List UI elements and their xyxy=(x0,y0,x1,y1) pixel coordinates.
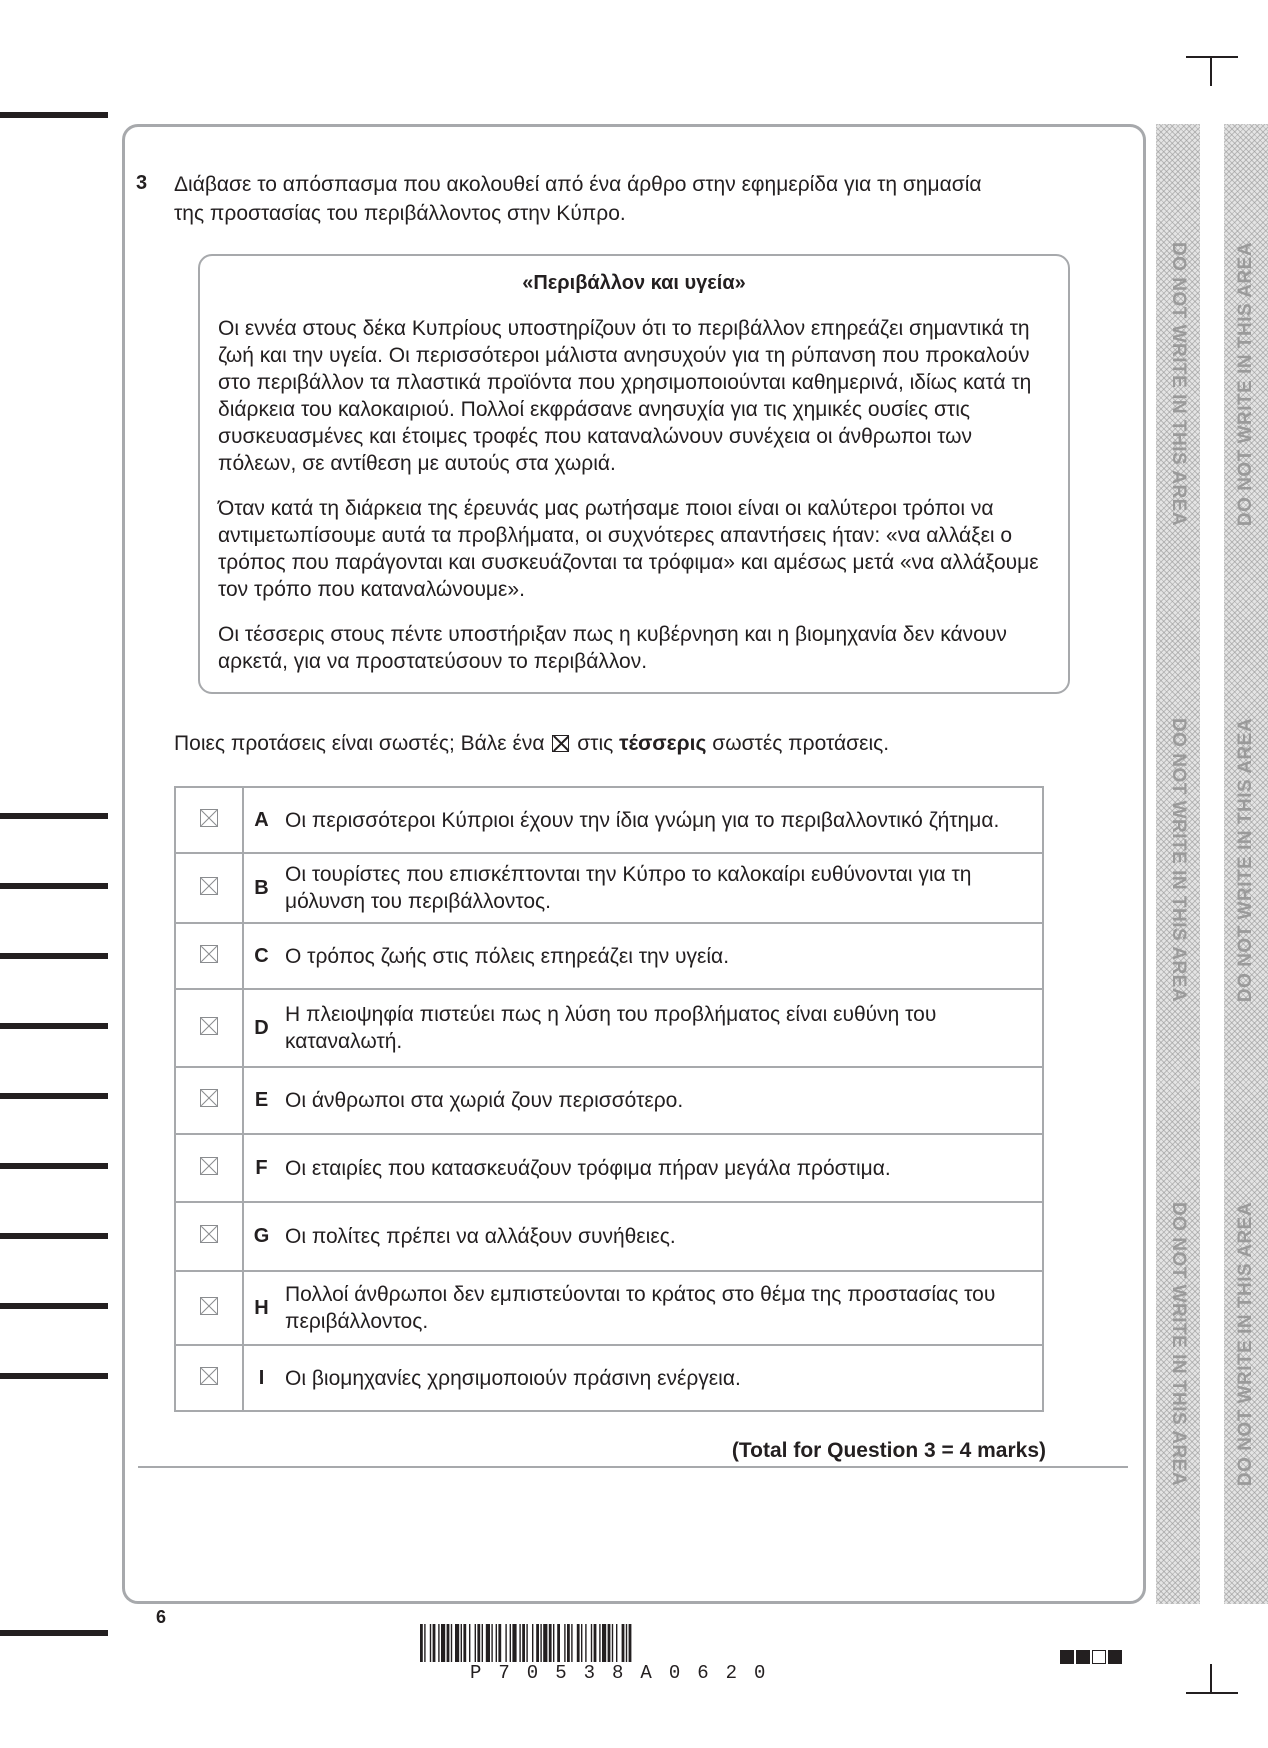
barcode-bar xyxy=(519,1624,520,1662)
article-paragraph: Οι τέσσερις στους πέντε υποστήριξαν πως η κυβέρνηση και η βιομηχανία δεν κάνουν αρκετά, για να προστατεύσουν το περιβάλλον. xyxy=(218,623,1007,673)
margin-bar xyxy=(0,1630,108,1636)
margin-bar xyxy=(0,1233,108,1239)
checkbox-icon xyxy=(200,1367,218,1385)
option-letter: H xyxy=(243,1271,273,1345)
barcode-bar xyxy=(491,1624,492,1662)
question-number: 3 xyxy=(136,172,148,194)
instruction-text: στις xyxy=(577,732,614,755)
no-write-strip-outer xyxy=(1224,124,1268,1604)
no-write-strip-inner xyxy=(1156,124,1200,1604)
marker-block xyxy=(1092,1650,1106,1664)
marker-block xyxy=(1108,1650,1122,1664)
barcode-bar xyxy=(585,1624,586,1662)
barcode-bar xyxy=(577,1624,580,1662)
option-letter: E xyxy=(243,1067,273,1134)
crop-mark-top-v xyxy=(1210,56,1212,86)
option-text: Η πλειοψηφία πιστεύει πως η λύση του προβλήματος είναι ευθύνη του καταναλωτή. xyxy=(273,989,1043,1067)
marker-block xyxy=(1076,1650,1090,1664)
option-text: Οι τουρίστες που επισκέπτονται την Κύπρο το καλοκαίρι ευθύνονται για τη μόλυνση του περιβάλλοντος. xyxy=(273,853,1043,923)
margin-bar xyxy=(0,112,108,118)
barcode-bar xyxy=(608,1624,611,1662)
barcode-bar xyxy=(622,1624,625,1662)
no-write-label: DO NOT WRITE IN THIS AREA xyxy=(1168,241,1189,527)
option-text: Οι περισσότεροι Κύπριοι έχουν την ίδια γνώμη για το περιβαλλοντικό ζήτημα. xyxy=(273,787,1043,853)
option-checkbox[interactable] xyxy=(175,1134,243,1202)
instruction-bold: τέσσερις xyxy=(619,732,707,755)
barcode-bar xyxy=(510,1624,511,1662)
barcode-bar xyxy=(599,1624,600,1662)
barcode-bar xyxy=(486,1624,490,1662)
article-paragraph: Όταν κατά τη διάρκεια της έρευνάς μας ρωτήσαμε ποιοι είναι οι καλύτεροι τρόποι να αντιμετωπίσουμε αυτά τα προβλήματα, οι συχνότερες απαντήσεις ήταν: «να αλλάξει ο τρόπος που παράγονται και συσκευάζονται τα τρόφιμα» και αμέσως μετά «να αλλάξουμε τον τρόπο που καταναλώνουμε». xyxy=(218,497,1039,601)
barcode-bar xyxy=(549,1624,552,1662)
margin-bar xyxy=(0,1163,108,1169)
checkbox-icon xyxy=(200,1225,218,1243)
option-checkbox[interactable] xyxy=(175,1067,243,1134)
checkbox-icon xyxy=(200,1017,218,1035)
barcode-bar xyxy=(477,1624,480,1662)
option-row xyxy=(175,989,1043,1067)
question-text: Διάβασε το απόσπασμα που ακολουθεί από ένα άρθρο στην εφημερίδα για τη σημασία της προστασίας του περιβάλλοντος στην Κύπρο. xyxy=(174,173,982,225)
option-row xyxy=(175,923,1043,989)
option-letter: B xyxy=(243,853,273,923)
margin-bar xyxy=(0,953,108,959)
option-letter: A xyxy=(243,787,273,853)
option-text: Πολλοί άνθρωποι δεν εμπιστεύονται το κράτος στο θέμα της προστασίας του περιβάλλοντος. xyxy=(273,1271,1043,1345)
barcode-bar xyxy=(451,1624,452,1662)
barcode-bar xyxy=(463,1624,466,1662)
checkbox-icon xyxy=(200,945,218,963)
option-row xyxy=(175,1134,1043,1202)
barcode-bar xyxy=(496,1624,497,1662)
checkbox-icon xyxy=(200,809,218,827)
barcode-bar xyxy=(567,1624,570,1662)
barcode-bar xyxy=(430,1624,431,1662)
options-table xyxy=(174,786,1044,1412)
crossed-box-icon xyxy=(552,735,569,752)
option-letter: I xyxy=(243,1345,273,1411)
option-checkbox[interactable] xyxy=(175,989,243,1067)
checkbox-icon xyxy=(200,1297,218,1315)
checkbox-icon xyxy=(200,877,218,895)
barcode-bar xyxy=(424,1624,425,1662)
margin-bar xyxy=(0,1373,108,1379)
total-marks: (Total for Question 3 = 4 marks) xyxy=(731,1439,1046,1462)
checkbox-icon xyxy=(200,1157,218,1175)
margin-bar xyxy=(0,813,108,819)
option-text: Οι βιομηχανίες χρησιμοποιούν πράσινη ενέργεια. xyxy=(273,1345,1043,1411)
option-letter: C xyxy=(243,923,273,989)
option-text: Οι εταιρίες που κατασκευάζουν τρόφιμα πήραν μεγάλα πρόστιμα. xyxy=(273,1134,1043,1202)
page-number: 6 xyxy=(156,1607,167,1627)
barcode-bar xyxy=(543,1624,547,1662)
barcode xyxy=(420,1624,842,1662)
crop-mark-top-h xyxy=(1186,56,1238,58)
option-text: Οι άνθρωποι στα χωριά ζουν περισσότερο. xyxy=(273,1067,1043,1134)
no-write-label: DO NOT WRITE IN THIS AREA xyxy=(1235,1201,1256,1487)
barcode-text: P70538A0620 xyxy=(470,1662,783,1684)
option-checkbox[interactable] xyxy=(175,787,243,853)
barcode-bar xyxy=(553,1624,554,1662)
barcode-bar xyxy=(522,1624,525,1662)
option-checkbox[interactable] xyxy=(175,853,243,923)
divider xyxy=(138,1466,1128,1468)
margin-bar xyxy=(0,1093,108,1099)
page-marker-blocks xyxy=(1060,1650,1122,1664)
option-text: Ο τρόπος ζωής στις πόλεις επηρεάζει την υγεία. xyxy=(273,923,1043,989)
crop-mark-bottom-v xyxy=(1210,1664,1212,1694)
barcode-bar xyxy=(505,1624,506,1662)
crop-mark-bottom-h xyxy=(1186,1692,1238,1694)
barcode-bar xyxy=(536,1624,539,1662)
margin-bar xyxy=(0,1023,108,1029)
barcode-bar xyxy=(420,1624,423,1662)
barcode-bar xyxy=(482,1624,483,1662)
option-row xyxy=(175,1345,1043,1411)
option-row xyxy=(175,853,1043,923)
barcode-bar xyxy=(540,1624,541,1662)
no-write-label: DO NOT WRITE IN THIS AREA xyxy=(1235,717,1256,1003)
barcode-bar xyxy=(469,1624,470,1662)
barcode-bar xyxy=(441,1624,445,1662)
marker-block xyxy=(1060,1650,1074,1664)
instruction-text: Ποιες προτάσεις είναι σωστές; Βάλε ένα xyxy=(174,732,545,755)
barcode-bar xyxy=(526,1624,527,1662)
no-write-label: DO NOT WRITE IN THIS AREA xyxy=(1168,717,1189,1003)
instruction-text: σωστές προτάσεις. xyxy=(712,732,890,755)
barcode-bar xyxy=(629,1624,632,1662)
margin-bar xyxy=(0,1303,108,1309)
article-box xyxy=(198,254,1070,694)
checkbox-icon xyxy=(200,1089,218,1107)
option-text: Οι πολίτες πρέπει να αλλάξουν συνήθειες. xyxy=(273,1202,1043,1271)
barcode-bar xyxy=(498,1624,501,1662)
barcode-bar xyxy=(594,1624,597,1662)
barcode-bar xyxy=(571,1624,572,1662)
option-checkbox[interactable] xyxy=(175,1202,243,1271)
option-letter: G xyxy=(243,1202,273,1271)
barcode-bar xyxy=(602,1624,606,1662)
no-write-label: DO NOT WRITE IN THIS AREA xyxy=(1235,241,1256,527)
option-row xyxy=(175,1067,1043,1134)
barcode-bar xyxy=(532,1624,533,1662)
barcode-bar xyxy=(433,1624,436,1662)
article-paragraph: Οι εννέα στους δέκα Κυπρίους υποστηρίζουν ότι το περιβάλλον επηρεάζει σημαντικά τη ζωή και την υγεία. Οι περισσότεροι μάλιστα ανησυχούν για τη ρύπανση που προκαλούν στο περιβάλλον τα πλαστικά προϊόντα που χρησιμοποιούνται καθημερινά, ιδίως κατά τη διάρκεια του καλοκαιριού. Πολλοί εκφράσανε ανησυχία για τις χημικές ουσίες στις συσκευασμένες και έτοιμες τροφές που καταναλώνουν συνέχεια οι άνθρωποι των πόλεων, σε αντίθεση με αυτούς στα χωριά. xyxy=(218,317,1032,475)
barcode-bar xyxy=(557,1624,560,1662)
option-row xyxy=(175,787,1043,853)
barcode-bar xyxy=(447,1624,450,1662)
barcode-bar xyxy=(581,1624,582,1662)
article-title: «Περιβάλλον και υγεία» xyxy=(522,272,746,294)
option-row xyxy=(175,1271,1043,1345)
option-checkbox[interactable] xyxy=(175,1345,243,1411)
margin-bar xyxy=(0,883,108,889)
no-write-label: DO NOT WRITE IN THIS AREA xyxy=(1168,1201,1189,1487)
barcode-bar xyxy=(455,1624,459,1662)
barcode-bar xyxy=(512,1624,516,1662)
barcode-bar xyxy=(475,1624,476,1662)
barcode-bar xyxy=(438,1624,439,1662)
barcode-bar xyxy=(564,1624,565,1662)
option-row xyxy=(175,1202,1043,1271)
option-checkbox[interactable] xyxy=(175,1271,243,1345)
option-letter: F xyxy=(243,1134,273,1202)
barcode-bar xyxy=(612,1624,613,1662)
instruction-line xyxy=(174,732,889,756)
barcode-bar xyxy=(591,1624,592,1662)
option-checkbox[interactable] xyxy=(175,923,243,989)
barcode-bar xyxy=(616,1624,617,1662)
option-letter: D xyxy=(243,989,273,1067)
barcode-bar xyxy=(461,1624,462,1662)
barcode-bar xyxy=(626,1624,627,1662)
